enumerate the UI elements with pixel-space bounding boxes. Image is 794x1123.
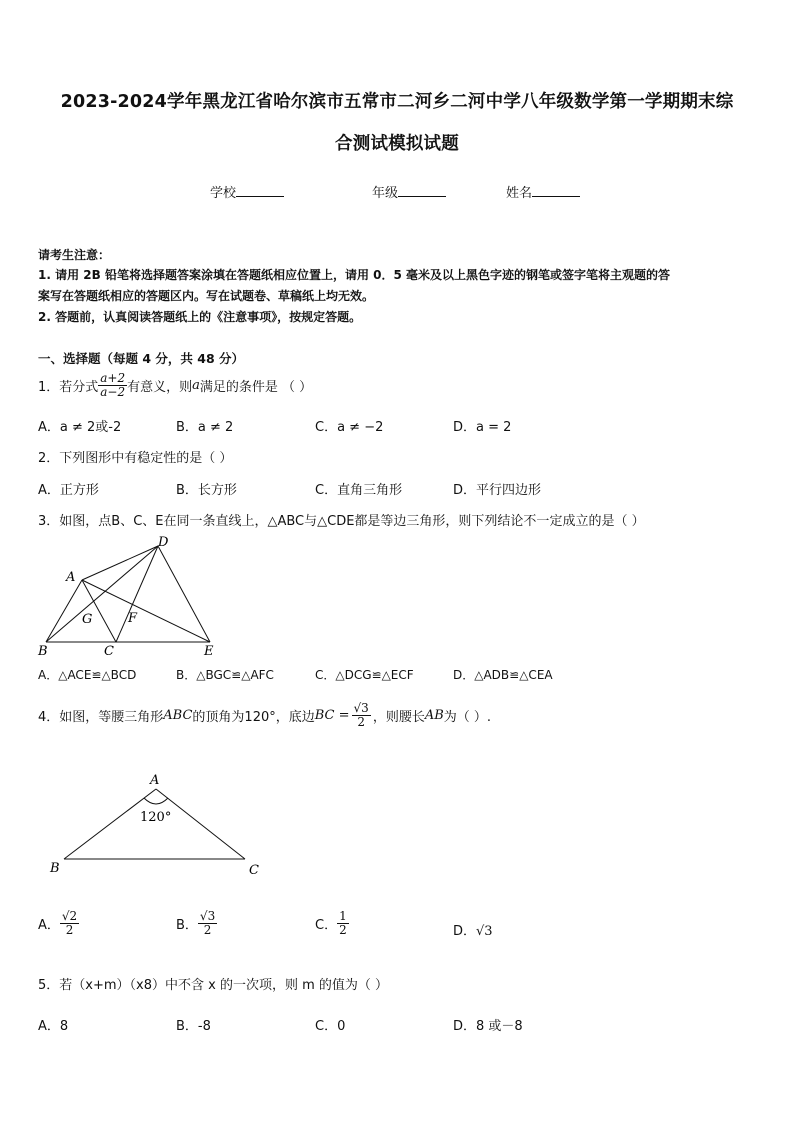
q4-option-b-frac [198, 910, 217, 936]
name-field [506, 182, 580, 201]
q4-tri: ABC [163, 707, 193, 723]
question-1-stem [38, 372, 312, 398]
q4-stem-d: 为（ ）. [443, 709, 492, 725]
q4-option-d-letter: D． [453, 924, 477, 939]
q4-stem-b: 的顶角为120°，底边 [192, 709, 315, 725]
q4-option-b-den: 2 [203, 922, 212, 937]
exam-title-line1: 2023-2024学年黑龙江省哈尔滨市五常市二河乡二河中学八年级数学第一学期期末综 [60, 92, 734, 112]
notice-item1-line1: 1. 请用 2B 铅笔将选择题答案涂填在答题纸相应位置上，请用 0．5 毫米及以上黑色字迹的钢笔或签字笔将主观题的答 [38, 268, 670, 282]
q1-option-b[interactable]: B．a ≠ 2 [176, 420, 234, 435]
q4-label-c: C [249, 863, 259, 878]
q4-option-c-den: 2 [339, 922, 347, 937]
q4-angle-label: 120° [140, 810, 172, 825]
q3-option-a[interactable]: A．△ACE≌△BCD [38, 668, 137, 682]
q4-option-d-value: √3 [476, 924, 493, 939]
q1-var: a [192, 377, 200, 393]
q1-prefix: 1．若分式 [38, 379, 99, 395]
notice-heading: 请考生注意： [38, 248, 111, 262]
q3-label-f: F [128, 611, 138, 626]
grade-field [372, 182, 446, 201]
q5-option-b[interactable]: B．-8 [176, 1019, 211, 1034]
q1-frac-num: a+2 [100, 371, 126, 385]
q4-option-a-frac [60, 910, 79, 936]
q4-frac-num: √3 [353, 701, 369, 715]
q2-option-b[interactable]: B．长方形 [176, 483, 237, 498]
q4-option-a[interactable] [38, 910, 79, 936]
q1-suffix-a: 有意义，则 [127, 379, 193, 395]
q4-fraction [352, 702, 371, 728]
q1-fraction [98, 372, 127, 398]
q1-option-c[interactable]: C．a ≠ −2 [315, 420, 384, 435]
q4-stem-c: ，则腰长 [372, 709, 425, 725]
school-blank [236, 184, 284, 197]
q3-line-de [158, 546, 210, 642]
q3-label-d: D [158, 535, 169, 550]
q4-ab: AB [424, 707, 444, 723]
exam-title-line2: 合测试模拟试题 [335, 134, 459, 154]
q4-label-b: B [50, 861, 60, 876]
question-3-stem: 3．如图，点B、C、E在同一条直线上，△ABC与△CDE都是等边三角形，则下列结论不一定成立的是（ ） [38, 514, 645, 529]
q3-figure [30, 534, 230, 658]
q2-option-c[interactable]: C．直角三角形 [315, 483, 403, 498]
q3-label-c: C [104, 644, 114, 658]
q3-option-d[interactable]: D．△ADB≌△CEA [453, 668, 553, 682]
q5-option-c[interactable]: C．0 [315, 1019, 346, 1034]
q5-option-d[interactable]: D．8 或－8 [453, 1019, 523, 1034]
q4-option-a-letter: A． [38, 917, 60, 933]
q1-suffix-b: 满足的条件是 （ ） [199, 379, 313, 395]
q3-line-bd [46, 546, 158, 642]
q4-option-a-den: 2 [65, 922, 74, 937]
q3-line-cd [116, 546, 158, 642]
question-5-stem: 5．若（x+m）（x8）中不含 x 的一次项，则 m 的值为（ ） [38, 978, 389, 993]
q5-option-a[interactable]: A．8 [38, 1019, 69, 1034]
q4-option-c[interactable] [315, 910, 349, 936]
q3-line-ad [82, 546, 158, 580]
q3-label-b: B [38, 644, 48, 658]
q4-label-a: A [150, 773, 160, 788]
grade-blank [398, 184, 446, 197]
q4-bc: BC = [314, 707, 350, 723]
q4-option-a-num: √2 [61, 909, 78, 923]
q4-option-d[interactable] [453, 920, 493, 939]
q2-option-d[interactable]: D．平行四边形 [453, 483, 542, 498]
q3-option-b[interactable]: B．△BGC≌△AFC [176, 668, 274, 682]
q4-option-b[interactable] [176, 910, 217, 936]
name-blank [532, 184, 580, 197]
q4-frac-den: 2 [357, 714, 365, 729]
question-4-stem [38, 702, 491, 728]
q3-line-ba [46, 580, 82, 642]
q3-label-a: A [66, 570, 76, 585]
q4-option-c-num: 1 [339, 909, 347, 923]
q4-option-b-letter: B． [176, 917, 198, 933]
q3-line-ae [82, 580, 210, 642]
grade-label: 年级 [372, 186, 399, 201]
school-label: 学校 [210, 186, 237, 201]
q3-label-g: G [82, 612, 93, 627]
q4-angle-arc [144, 798, 168, 804]
q4-option-c-letter: C． [315, 917, 338, 933]
q1-option-d[interactable]: D．a = 2 [453, 420, 512, 435]
q1-option-a[interactable]: A．a ≠ 2或-2 [38, 420, 122, 435]
q3-line-ac [82, 580, 116, 642]
q2-option-a[interactable]: A．正方形 [38, 483, 99, 498]
q3-option-c[interactable]: C．△DCG≌△ECF [315, 668, 414, 682]
question-2-stem: 2．下列图形中有稳定性的是（ ） [38, 451, 233, 466]
q4-figure [44, 768, 274, 880]
school-field [210, 182, 284, 201]
section-heading: 一、选择题（每题 4 分，共 48 分） [38, 351, 245, 366]
name-label: 姓名 [506, 186, 533, 201]
q4-option-b-num: √3 [199, 909, 216, 923]
notice-item1-line2: 案写在答题纸相应的答题区内。写在试题卷、草稿纸上均无效。 [38, 289, 375, 303]
q3-label-e: E [204, 644, 214, 658]
q4-stem-a: 4．如图，等腰三角形 [38, 709, 164, 725]
notice-item2: 2. 答题前，认真阅读答题纸上的《注意事项》，按规定答题。 [38, 310, 362, 324]
q1-frac-den: a−2 [100, 384, 126, 399]
q4-option-c-frac [337, 910, 349, 936]
